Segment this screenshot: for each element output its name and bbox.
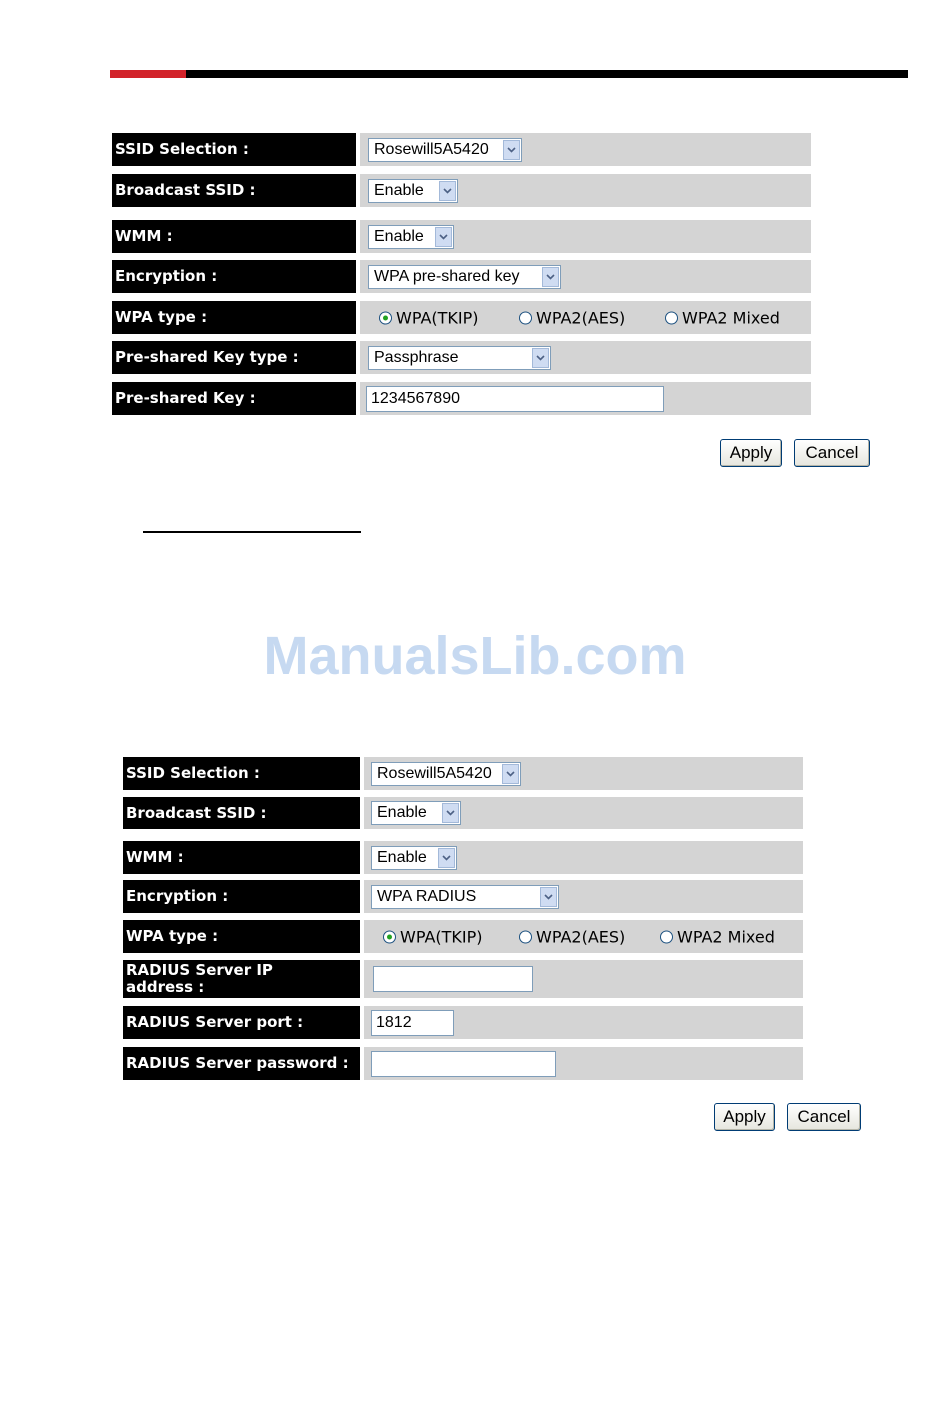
wmm-select[interactable] — [368, 225, 454, 249]
radio-unselected-icon — [519, 930, 532, 943]
radio-unselected-icon — [665, 311, 678, 324]
header-red-accent — [110, 70, 186, 78]
wpa-tkip-label: WPA(TKIP) — [396, 308, 479, 327]
wmm-label: WMM : — [123, 841, 360, 874]
cancel-button[interactable]: Cancel — [794, 439, 870, 467]
psk-row — [112, 382, 811, 415]
ssid-select-value: Rosewill5A5420 — [374, 140, 489, 158]
ssid-selection-label: SSID Selection : — [123, 757, 360, 790]
encryption-label: Encryption : — [123, 880, 360, 913]
wpa-tkip-label: WPA(TKIP) — [400, 927, 483, 946]
section-underline — [143, 531, 361, 533]
encryption-row — [123, 880, 803, 913]
encryption-value: WPA RADIUS — [377, 887, 477, 905]
radius-port-row — [123, 1006, 803, 1039]
broadcast-ssid-select[interactable] — [371, 801, 461, 825]
ssid-select-value: Rosewill5A5420 — [377, 764, 492, 782]
ssid-selection-label: SSID Selection : — [112, 133, 356, 166]
cancel-button[interactable]: Cancel — [787, 1103, 861, 1131]
radio-unselected-icon — [660, 930, 673, 943]
wpa2-mixed-radio[interactable] — [665, 308, 780, 327]
broadcast-ssid-row — [112, 174, 811, 207]
wpa2-mixed-label: WPA2 Mixed — [682, 308, 780, 327]
psk-type-label: Pre-shared Key type : — [112, 341, 356, 374]
wpa-radius-form — [123, 757, 868, 1137]
encryption-select[interactable] — [368, 265, 561, 289]
wpa-type-label: WPA type : — [123, 920, 360, 953]
radius-password-input[interactable] — [371, 1051, 556, 1077]
chevron-down-icon — [532, 348, 549, 368]
wpa-type-row — [123, 920, 803, 953]
wpa-type-row — [112, 301, 811, 334]
wpa2-aes-radio[interactable] — [519, 308, 625, 327]
psk-input[interactable]: 1234567890 — [366, 386, 664, 412]
chevron-down-icon — [502, 764, 519, 784]
psk-type-select[interactable] — [368, 346, 551, 370]
ssid-select[interactable] — [368, 138, 522, 162]
radius-password-row — [123, 1047, 803, 1080]
broadcast-ssid-row — [123, 797, 803, 829]
wmm-label: WMM : — [112, 220, 356, 253]
radius-password-label: RADIUS Server password : — [123, 1047, 360, 1080]
wpa-type-label: WPA type : — [112, 301, 356, 334]
wmm-value: Enable — [374, 227, 424, 245]
wpa2-mixed-radio[interactable] — [660, 927, 775, 946]
chevron-down-icon — [439, 181, 456, 201]
radius-ip-input[interactable] — [373, 966, 533, 992]
watermark: ManualsLib.com — [263, 626, 687, 686]
wmm-row — [112, 220, 811, 253]
chevron-down-icon — [542, 267, 559, 287]
broadcast-ssid-label: Broadcast SSID : — [112, 174, 356, 207]
psk-type-value: Passphrase — [374, 348, 459, 366]
chevron-down-icon — [503, 140, 520, 160]
ssid-select[interactable] — [371, 762, 521, 786]
radius-ip-label: RADIUS Server IP address : — [123, 960, 360, 998]
encryption-label: Encryption : — [112, 260, 356, 293]
radio-unselected-icon — [519, 311, 532, 324]
broadcast-ssid-label: Broadcast SSID : — [123, 797, 360, 829]
encryption-row — [112, 260, 811, 293]
ssid-selection-row — [123, 757, 803, 790]
apply-button[interactable]: Apply — [714, 1103, 775, 1131]
psk-label: Pre-shared Key : — [112, 382, 356, 415]
header-rule — [186, 70, 908, 78]
radius-port-label: RADIUS Server port : — [123, 1006, 360, 1039]
radio-selected-icon — [383, 930, 396, 943]
chevron-down-icon — [442, 803, 459, 823]
broadcast-ssid-select[interactable] — [368, 179, 458, 203]
wmm-select[interactable] — [371, 846, 457, 870]
wmm-value: Enable — [377, 848, 427, 866]
chevron-down-icon — [438, 848, 455, 868]
broadcast-ssid-value: Enable — [377, 804, 427, 821]
wpa2-aes-label: WPA2(AES) — [536, 927, 626, 946]
chevron-down-icon — [435, 227, 452, 247]
wmm-row — [123, 841, 803, 874]
broadcast-ssid-value: Enable — [374, 181, 424, 199]
radio-selected-icon — [379, 311, 392, 324]
radius-ip-row — [123, 960, 803, 998]
psk-type-row — [112, 341, 811, 374]
encryption-value: WPA pre-shared key — [374, 267, 520, 285]
chevron-down-icon — [540, 887, 557, 907]
ssid-selection-row — [112, 133, 811, 166]
wpa2-aes-radio[interactable] — [519, 927, 625, 946]
radius-port-input[interactable]: 1812 — [371, 1010, 454, 1036]
encryption-select[interactable] — [371, 885, 559, 909]
apply-button[interactable]: Apply — [720, 439, 782, 467]
wpa2-aes-label: WPA2(AES) — [536, 308, 626, 327]
wpa-tkip-radio[interactable] — [383, 927, 483, 946]
wpa-psk-form — [112, 133, 859, 473]
wpa-tkip-radio[interactable] — [379, 308, 479, 327]
wpa2-mixed-label: WPA2 Mixed — [677, 927, 775, 946]
